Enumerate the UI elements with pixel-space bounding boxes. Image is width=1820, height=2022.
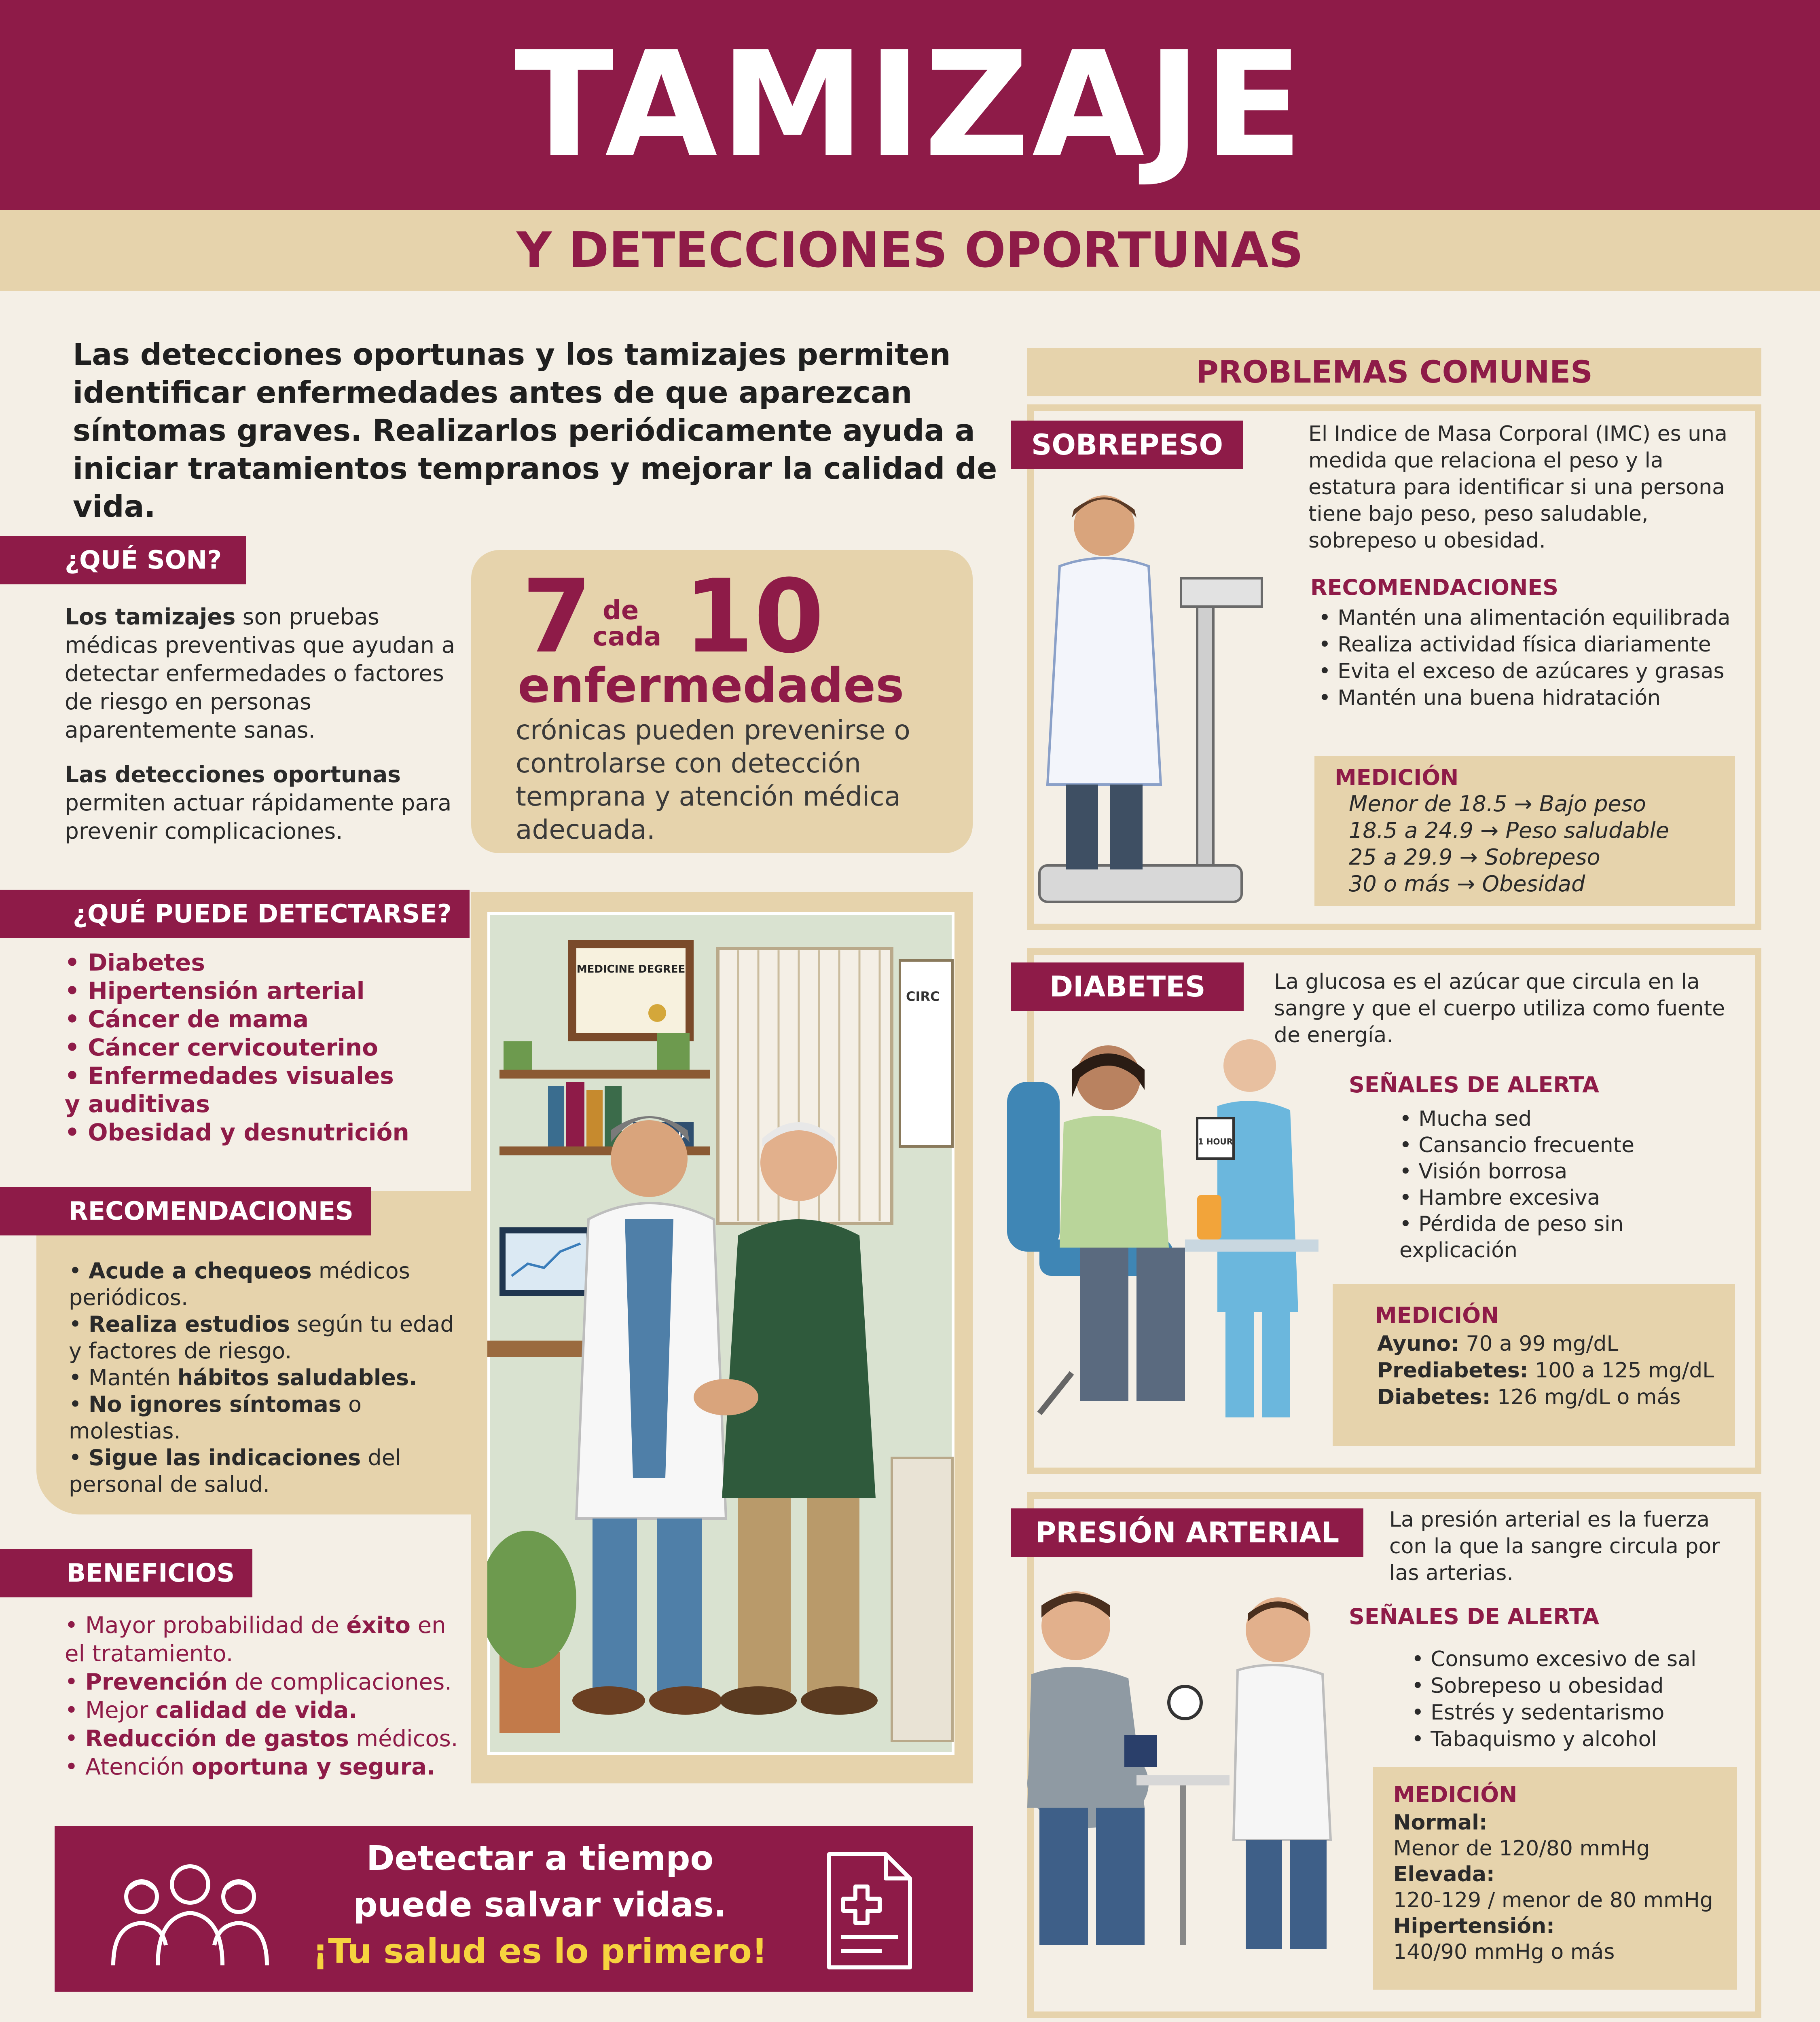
- stat-text: crónicas pueden prevenirse o controlarse con detección temprana y atención médica adecuada.: [516, 715, 910, 845]
- list-item: • Mayor probabilidad de éxito en el tratamiento.: [65, 1612, 446, 1667]
- presion-med-list: [1393, 1810, 1733, 1965]
- stat-num-7: 7: [522, 558, 592, 675]
- medical-staff-icon: [105, 1852, 275, 1969]
- list-item: y auditivas: [65, 1090, 210, 1118]
- detecciones-bold: Las detecciones oportunas: [65, 761, 401, 787]
- stat-num-10: 10: [684, 558, 824, 675]
- cta-line-1: Detectar a tiempo: [366, 1838, 714, 1878]
- list-item: • Realiza actividad física diariamente: [1318, 632, 1711, 657]
- list-item: • Hipertensión arterial: [65, 977, 365, 1005]
- tamizajes-bold: Los tamizajes: [65, 604, 236, 630]
- degree-text: MEDICINE DEGREE: [576, 963, 686, 975]
- list-item: Normal:: [1393, 1810, 1488, 1835]
- presion-label: PRESIÓN ARTERIAL: [1011, 1508, 1363, 1557]
- blood-pressure-illustration: [995, 1581, 1375, 1969]
- list-item: • Enfermedades visuales: [65, 1062, 394, 1089]
- problemas-title: PROBLEMAS COMUNES: [1196, 354, 1593, 390]
- sobrepeso-med-list: [1349, 791, 1725, 897]
- list-item: 18.5 a 24.9 → Peso saludable: [1349, 818, 1669, 843]
- list-item: • Evita el exceso de azúcares y grasas: [1318, 659, 1725, 683]
- que-son-text: [65, 603, 461, 845]
- list-item: • No ignores síntomas o molestias.: [69, 1392, 362, 1444]
- list-item: • Consumo excesivo de sal: [1412, 1647, 1697, 1671]
- beneficios-list: [65, 1612, 469, 1781]
- list-item: • Sigue las indicaciones del personal de salud.: [69, 1445, 401, 1497]
- list-item: • Pérdida de peso sin explicación: [1399, 1212, 1624, 1263]
- chart-poster-text: CIRC: [906, 989, 940, 1004]
- list-item: • Mantén una buena hidratación: [1318, 686, 1661, 710]
- list-item: 120-129 / menor de 80 mmHg: [1393, 1888, 1713, 1912]
- list-item: • Sobrepeso u obesidad: [1412, 1674, 1664, 1698]
- diabetes-desc: La glucosa es el azúcar que circula en la sangre y que el cuerpo utiliza como fuente de energía.: [1274, 970, 1725, 1047]
- list-item: • Mejor calidad de vida.: [65, 1697, 358, 1724]
- list-item: Diabetes: 126 mg/dL o más: [1377, 1385, 1681, 1409]
- diabetes-alert-list: [1399, 1106, 1743, 1264]
- sobrepeso-med-title: MEDICIÓN: [1335, 765, 1459, 790]
- intro-text: Las detecciones oportunas y los tamizajes permiten identificar enfermedades antes de que aparezcan síntomas graves. Realizarlos periódicamente ayuda a iniciar tratamientos tempranos y mejorar la calidad de vida.: [73, 337, 997, 524]
- diabetes-med-list: [1377, 1330, 1733, 1411]
- beneficios-label: BENEFICIOS: [0, 1549, 252, 1597]
- detectarse-list: [65, 948, 469, 1146]
- list-item: • Mantén hábitos saludables.: [69, 1365, 417, 1390]
- list-item: 25 a 29.9 → Sobrepeso: [1349, 844, 1600, 870]
- page-title: TAMIZAJE: [514, 20, 1306, 190]
- presion-alert-list: [1412, 1646, 1743, 1753]
- list-item: • Cáncer cervicouterino: [65, 1034, 378, 1061]
- list-item: • Obesidad y desnutrición: [65, 1119, 409, 1146]
- list-item: • Atención oportuna y segura.: [65, 1754, 436, 1780]
- cta-line-2: puede salvar vidas.: [353, 1885, 727, 1925]
- presion-desc: La presión arterial es la fuerza con la que la sangre circula por las arterias.: [1389, 1508, 1720, 1585]
- list-item: Prediabetes: 100 a 125 mg/dL: [1377, 1358, 1714, 1383]
- medical-document-icon: [821, 1850, 918, 1971]
- list-item: • Acude a chequeos médicos periódicos.: [69, 1258, 410, 1310]
- stat-word: enfermedades: [518, 658, 904, 713]
- cta-line-3: ¡Tu salud es lo primero!: [312, 1931, 768, 1971]
- sobrepeso-desc: El Indice de Masa Corporal (IMC) es una medida que relaciona el peso y la estatura para identificar si una persona tiene bajo peso, peso saludable, sobrepeso u obesidad.: [1308, 422, 1727, 553]
- stat-cada: cada: [593, 622, 662, 652]
- clock-sign-text: 1 HOUR: [1198, 1137, 1233, 1146]
- detecciones-rest: permiten actuar rápidamente para prevenir complicaciones.: [65, 790, 452, 844]
- list-item: 140/90 mmHg o más: [1393, 1940, 1615, 1964]
- page-subtitle: Y DETECCIONES OPORTUNAS: [516, 222, 1304, 279]
- doctor-patient-illustration: [487, 912, 954, 1755]
- list-item: • Prevención de complicaciones.: [65, 1669, 452, 1695]
- recomendaciones-list: [69, 1258, 465, 1498]
- list-item: • Mucha sed: [1399, 1107, 1532, 1131]
- tamizajes-rest: son pruebas médicas preventivas que ayudan a detectar enfermedades o factores de riesgo en personas aparentemente sanas.: [65, 604, 455, 743]
- list-item: Menor de 18.5 → Bajo peso: [1349, 791, 1646, 816]
- list-item: Menor de 120/80 mmHg: [1393, 1836, 1650, 1861]
- list-item: • Estrés y sedentarismo: [1412, 1701, 1665, 1725]
- diabetes-label: DIABETES: [1011, 962, 1244, 1011]
- list-item: 30 o más → Obesidad: [1349, 871, 1585, 897]
- que-son-label: ¿QUÉ SON?: [0, 536, 246, 584]
- diabetes-med-title: MEDICIÓN: [1375, 1303, 1499, 1328]
- list-item: • Reducción de gastos médicos.: [65, 1726, 458, 1752]
- list-item: • Visión borrosa: [1399, 1159, 1568, 1184]
- recomendaciones-label: RECOMENDACIONES: [0, 1187, 371, 1235]
- list-item: • Tabaquismo y alcohol: [1412, 1727, 1657, 1751]
- list-item: • Cansancio frecuente: [1399, 1133, 1635, 1157]
- sobrepeso-rec-list: [1318, 605, 1743, 711]
- list-item: Ayuno: 70 a 99 mg/dL: [1377, 1332, 1619, 1356]
- stat-de: de: [603, 596, 639, 626]
- list-item: • Diabetes: [65, 949, 205, 976]
- person-on-scale-illustration: [1027, 485, 1286, 922]
- diabetes-alert-title: SEÑALES DE ALERTA: [1349, 1072, 1599, 1098]
- detectarse-label: ¿QUÉ PUEDE DETECTARSE?: [0, 890, 470, 938]
- list-item: • Hambre excesiva: [1399, 1186, 1600, 1210]
- list-item: Hipertensión:: [1393, 1914, 1555, 1938]
- list-item: Elevada:: [1393, 1862, 1495, 1887]
- list-item: • Mantén una alimentación equilibrada: [1318, 606, 1731, 630]
- presion-alert-title: SEÑALES DE ALERTA: [1349, 1604, 1599, 1629]
- list-item: • Cáncer de mama: [65, 1005, 309, 1033]
- glucose-test-illustration: [991, 1029, 1339, 1426]
- list-item: • Realiza estudios según tu edad y factores de riesgo.: [69, 1311, 454, 1364]
- presion-med-title: MEDICIÓN: [1393, 1782, 1517, 1807]
- sobrepeso-label: SOBREPESO: [1011, 421, 1243, 469]
- sobrepeso-rec-title: RECOMENDACIONES: [1310, 575, 1559, 600]
